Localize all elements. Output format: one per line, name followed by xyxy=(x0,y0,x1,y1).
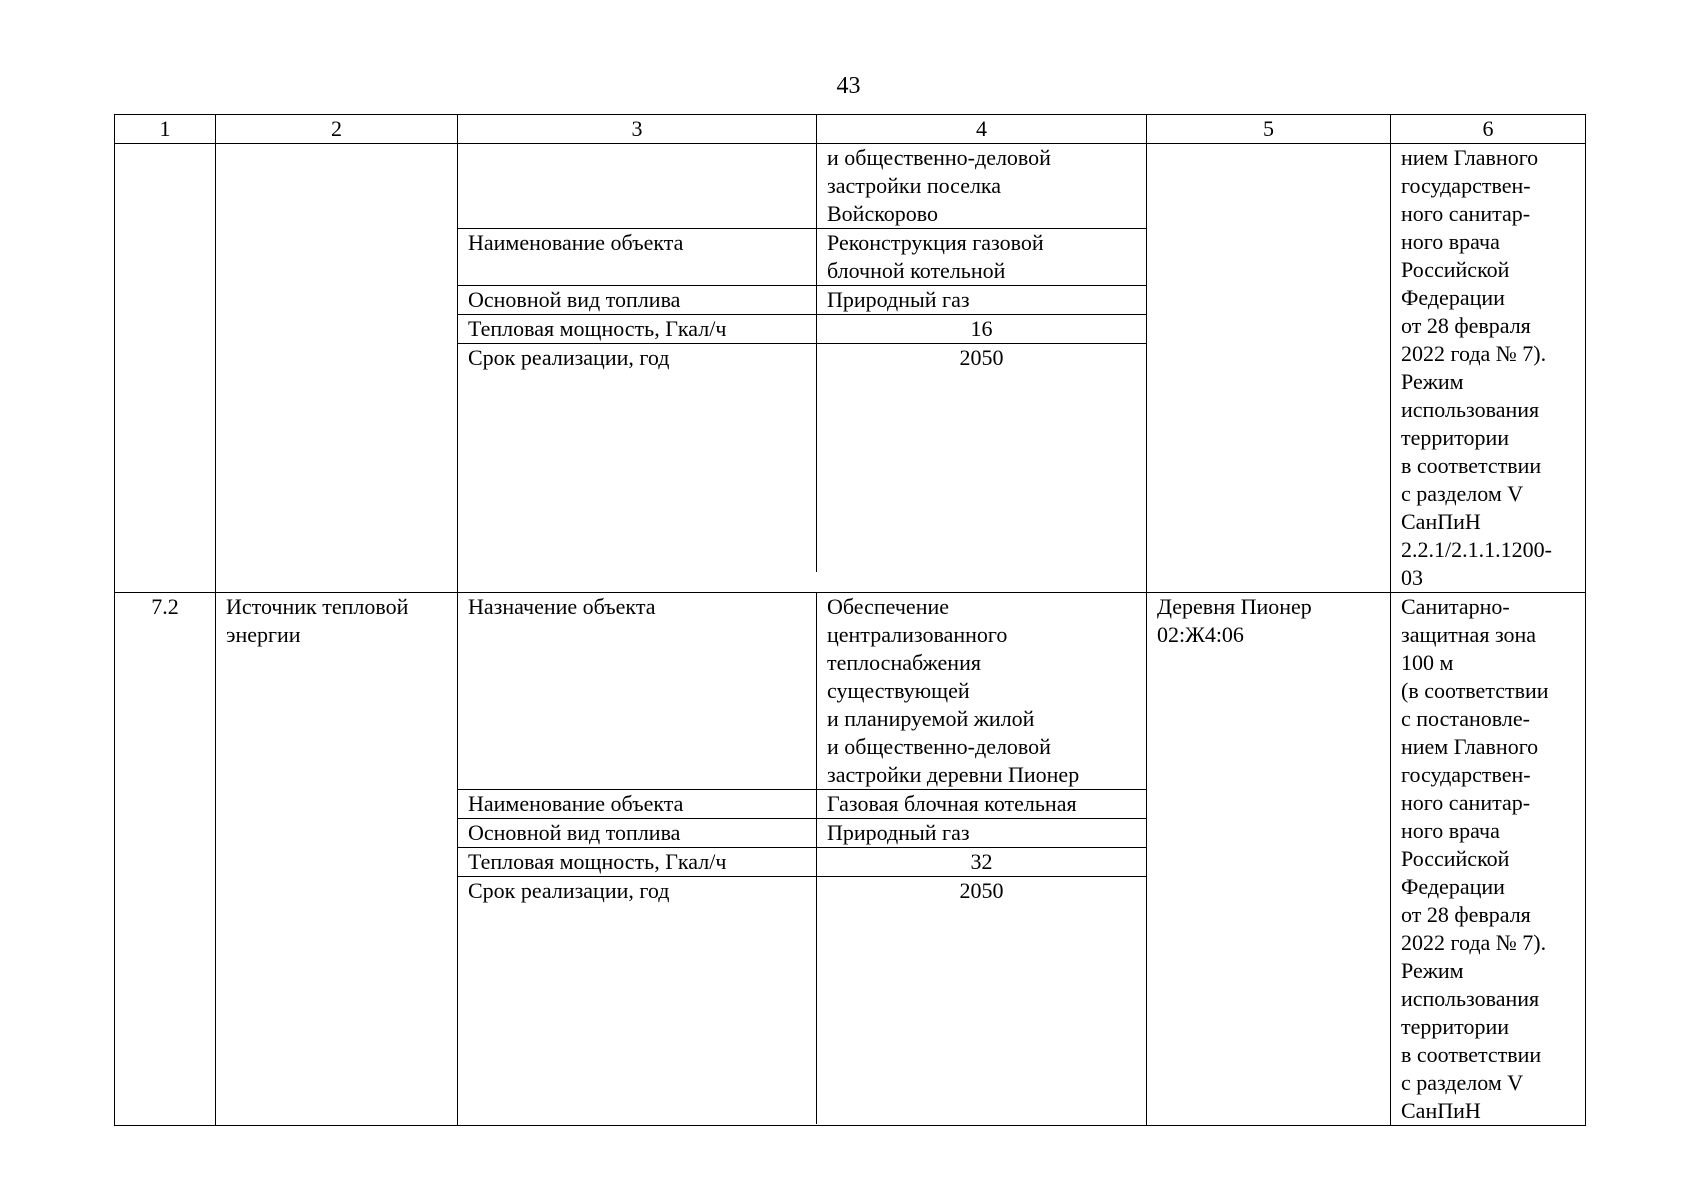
object-parameters xyxy=(458,144,1147,593)
parameter-label: Наименование объекта xyxy=(458,229,817,286)
object-type: Источник тепловой энергии xyxy=(216,593,458,1126)
column-header: 3 xyxy=(458,115,817,144)
parameter-value: Реконструкция газовой блочной котельной xyxy=(817,229,1147,286)
parameter-label: Срок реализации, год xyxy=(458,877,817,1125)
parameter-value: Природный газ xyxy=(817,286,1147,315)
protection-zone: нием Главного государствен- ного санитар- ного врача Российской Федерации от 28 февраля 2022 года № 7). Режим использования территории в соответствии с разделом V СанПиН 2.2.1/2.1.1.1200- 03 xyxy=(1391,144,1586,593)
parameter-label: Основной вид топлива xyxy=(458,286,817,315)
column-header: 1 xyxy=(115,115,216,144)
page-number: 43 xyxy=(836,73,861,99)
column-header: 4 xyxy=(817,115,1147,144)
parameter-label: Наименование объекта xyxy=(458,790,817,819)
parameter-row xyxy=(458,144,1146,229)
parameter-value: 16 xyxy=(817,315,1147,344)
parameter-row xyxy=(458,877,1146,1125)
parameter-label xyxy=(458,144,817,229)
parameter-row xyxy=(458,229,1146,286)
object-parameters xyxy=(458,593,1147,1126)
objects-table xyxy=(114,114,1586,1126)
parameter-value: 2050 xyxy=(959,345,1004,370)
table-header-row xyxy=(115,115,1586,144)
parameter-label: Назначение объекта xyxy=(458,593,817,790)
row-number xyxy=(115,144,216,593)
parameter-value: Газовая блочная котельная xyxy=(817,790,1147,819)
parameter-label: Тепловая мощность, Гкал/ч xyxy=(458,315,817,344)
parameter-row xyxy=(458,819,1146,848)
parameter-value: 2050 xyxy=(959,878,1004,903)
parameter-row xyxy=(458,790,1146,819)
parameter-row xyxy=(458,593,1146,790)
column-header: 2 xyxy=(216,115,458,144)
parameter-value: Обеспечение централизованного теплоснабжения существующей и планируемой жилой и общественно-деловой застройки деревни Пионер xyxy=(817,593,1147,790)
parameter-row xyxy=(458,315,1146,344)
table-row xyxy=(115,593,1586,1126)
parameter-row xyxy=(458,344,1146,573)
column-header: 5 xyxy=(1147,115,1391,144)
parameter-value: 32 xyxy=(817,848,1147,877)
parameter-label: Основной вид топлива xyxy=(458,819,817,848)
object-location xyxy=(1147,144,1391,593)
row-number: 7.2 xyxy=(115,593,216,1126)
table-row xyxy=(115,144,1586,593)
parameter-label: Тепловая мощность, Гкал/ч xyxy=(458,848,817,877)
parameter-row xyxy=(458,848,1146,877)
object-location: Деревня Пионер 02:Ж4:06 xyxy=(1147,593,1391,1126)
column-header: 6 xyxy=(1391,115,1586,144)
protection-zone: Санитарно- защитная зона 100 м (в соответствии с постановле- нием Главного государствен- ного санитар- ного врача Российской Федерации от 28 февраля 2022 года № 7). Режим использования территории в соответствии с разделом V СанПиН xyxy=(1391,593,1586,1126)
parameter-value: Природный газ xyxy=(817,819,1147,848)
parameter-label: Срок реализации, год xyxy=(458,344,817,573)
parameter-value: и общественно-деловой застройки поселка Войскорово xyxy=(817,144,1147,229)
parameter-row xyxy=(458,286,1146,315)
object-type xyxy=(216,144,458,593)
